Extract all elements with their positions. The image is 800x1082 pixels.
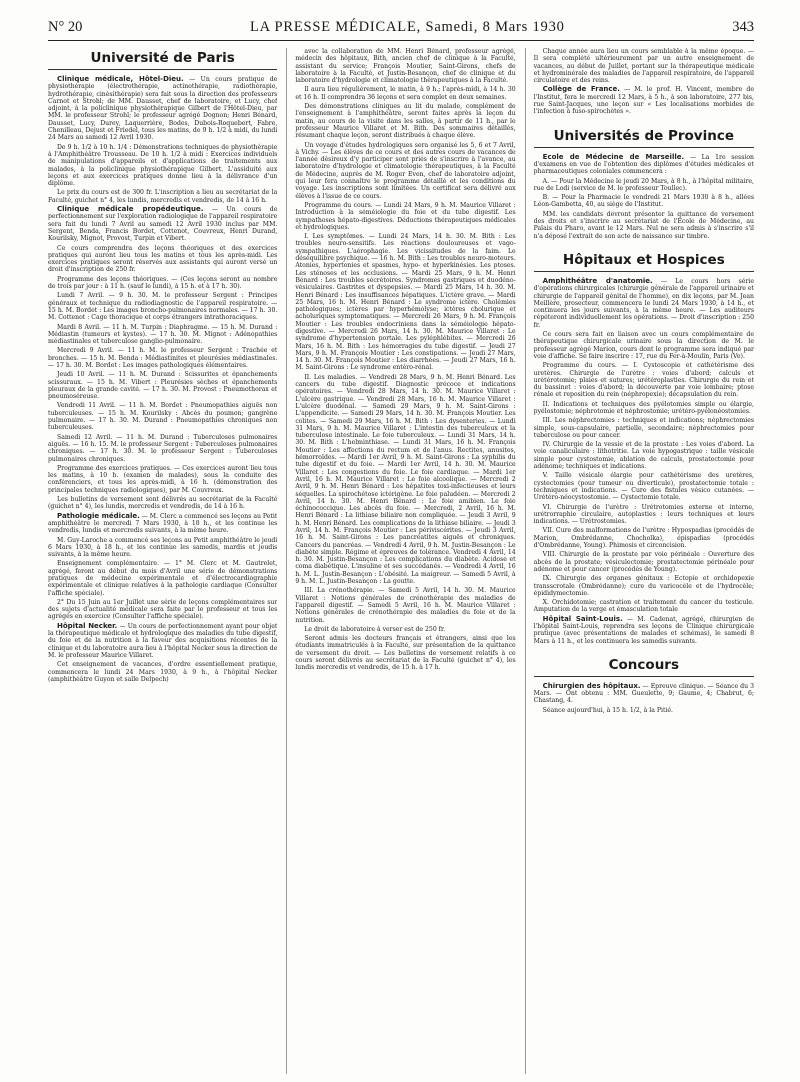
article-paragraph — [534, 472, 754, 501]
article-paragraph — [48, 347, 277, 369]
paragraph-lead: Clinique médicale, Hôtel-Dieu. — [57, 75, 184, 83]
article-paragraph — [295, 103, 515, 139]
article-paragraph — [534, 683, 754, 705]
article-paragraph — [48, 465, 277, 494]
article-paragraph — [534, 48, 754, 84]
paragraph-text: VIII. Chirurgie de la prostate par voie périnéale : Ouverture des abcès de la prostate; vésiculectomie; prostatectomie périnéale pour adénome et pour cancer (procédés de Young). — [533, 551, 754, 573]
paragraph-text: III. La crénothérapie. — Samedi 5 Avril, 14 h. 30. M. Maurice Villaret : Notions générales de crénothérapie des maladies de l'appareil digestif. — Samedi 5 Avril, 16 h. M. Maurice Villaret : Notions générales de crénothérapie des maladies du foie et de la nutrition. — [295, 587, 516, 624]
article-paragraph — [48, 513, 277, 535]
article-paragraph — [534, 331, 754, 360]
column-3 — [525, 48, 754, 1074]
article-paragraph — [295, 587, 515, 623]
journal-title: LA PRESSE MÉDICALE, Samedi, 8 Mars 1930 — [249, 18, 565, 35]
paragraph-text: MM. les candidats devront présenter la quittance de versement des droits et s'inscrire au secrétariat de l'Ecole de Médecine, au Palais du Pharo, avant le 12 Mars. Nul ne sera admis à s'inscrire s'il n'a déposé l'extrait de son acte de naissance sur timbre. — [533, 210, 754, 240]
paragraph-text: Jeudi 10 Avril. — 11 h. M. Durand : Scissurites et épanchements scissuraux. — 15 h. M. Vibert : Pleurésies sèches et épanchements pleuraux de la grande cavité. — 17 h. 30. M. Provost : Pneumothorax et pneumoséreuse. — [48, 371, 278, 401]
article-paragraph — [48, 189, 277, 204]
paragraph-lead: Pathologie médicale. — [57, 511, 140, 520]
paragraph-text: M. Guy-Laroche a commencé ses leçons au Petit amphithéâtre le jeudi 6 Mars 1930, à 18 h., et les continue les samedis, mardis et jeudis suivants, à la même heure. — [48, 536, 278, 559]
article-paragraph — [48, 206, 277, 242]
paragraph-text: Mercredi 9 Avril. — 11 h. M. le professeur Sergent : Trachée et bronches. — 15 h. M. Benda : Médiastinites et pleurésies médiastinales. — 17 h. 30. M. Bordet : Les images pathologiques élémentaires. — [48, 347, 278, 369]
article-paragraph — [534, 86, 754, 115]
province-paragraphs — [534, 154, 754, 240]
paragraph-text: avec la collaboration de MM. Henri Bénard, professeur agrégé, médecin des hôpitaux, Bith, ancien chef de clinique à la Faculté, assistant du service; François Moutier, Saint-Girons, chefs de laboratoire à la Faculté, et Justin-Besançon, chef de clinique et du laboratoire d'hydrologie et climatologie thérapeutiques à la Faculté. — [295, 48, 516, 85]
paragraph-text: Mardi 8 Avril. — 11 h. M. Turpin : Diaphragme. — 15 h. M. Durand : Médiastin (tumeurs et kystes). — 17 h. 30. M. Mignot : Adénopathies médiastinales et tuberculose ganglio-pulmonaire. — [48, 323, 278, 346]
article-paragraph — [48, 434, 277, 463]
article-paragraph — [295, 48, 515, 84]
paragraph-text: — M. Cadenat, agrégé, chirurgien de l'hôpital Saint-Louis, reprendra ses leçons de Clinique chirurgicale pratique (avec présentations de malades et schémas), le samedi 8 Mars à 11 h., et les continuera les samedis suivants. — [533, 615, 754, 645]
article-paragraph — [48, 324, 277, 346]
article-paragraph — [295, 233, 515, 372]
article-paragraph — [534, 178, 754, 193]
article-paragraph — [48, 661, 277, 683]
article-paragraph — [48, 371, 277, 400]
paragraph-text: Chaque année aura lieu un cours semblable à la même époque. — Il sera complété ultérieurement par un autre enseignement de vacances, au début de Juillet, portant sur la thérapeutique médicale et hydrominérale des maladies de l'appareil respiratoire, de l'appareil circulatoire et des reins. — [533, 48, 754, 85]
paragraph-text: Programme du cours. — I. Cystoscopie et cathétérisme des uretères. Chirurgie de l'urètre : voies d'abord; calculs et urétérotomie; plaies et sutures; urétéroplasties. Chirurgie du rein et du bassinet : voies d'abord; la découverte par voie lombaire; ptose rénale et reposition du rein (néphropexie); décapsulation du rein. — [533, 362, 754, 399]
column-1-paragraphs — [48, 76, 277, 683]
paragraph-text: IV. Chirurgie de la vessie et de la prostate : Les voies d'abord. La voie canaliculaire : lithotritie. La voie hypogastrique : taille vésicale simple pour cystostomie, ablation de calculs, prostatectomie pour adénome; techniques et indications. — [533, 441, 754, 471]
paragraph-text: Seront admis les docteurs français et étrangers, ainsi que les étudiants immatriculés à la Faculté, sur présentation de la quittance de versement du droit. — Les bulletins de versement relatifs à ce cours seront délivrés au secrétariat de la Faculté (guichet n° 4), les lundis mercredis et vendredis, de 15 h. à 17 h. — [295, 635, 516, 672]
paragraph-text: B. — Pour la Pharmacie le vendredi 21 Mars 1930 à 8 h., allées Léon-Gambetta, 40, au siège de l'Institut. — [533, 194, 754, 209]
hopitaux-paragraphs — [534, 278, 754, 645]
column-3-top-paragraphs — [534, 48, 754, 116]
article-paragraph — [48, 599, 277, 621]
paragraph-text: VII. Cure des malformations de l'urètre : Hypospadias (procédés de Marion, Ombrédanne, Chocholka), épispadias (procédés d'Ombrédanne, Young). Phimosis et circoncision. — [533, 527, 754, 550]
article-paragraph — [295, 86, 515, 101]
section-heading-hopitaux-hospices: Hôpitaux et Hospices — [534, 252, 754, 272]
paragraph-lead: Chirurgien des hôpitaux. — [542, 681, 641, 690]
paragraph-text: Un voyage d'études hydrologiques sera organisé les 5, 6 et 7 Avril, à Vichy. — Les élèves de ce cours et des autres cours de vacances de l'année désireux d'y participer sont priés de s'inscrire à l'avance, au laboratoire d'hydrologie et climatologie thérapeutiques, à la Faculté de Médecine, auprès de M. Roger Even, chef de laboratoire adjoint, qui leur fera connaître le programme détaillé et les conditions du voyage. Les inscriptions sont limitées. Un certificat sera délivré aux élèves à l'issue de ce cours. — [295, 141, 516, 200]
paragraph-text: A. — Pour la Médecine le jeudi 20 Mars, à 8 h., à l'hôpital militaire, rue de Lodi (service de M. le professeur Toullec). — [533, 177, 754, 192]
paragraph-text: Il aura lieu régulièrement, le matin, à 9 h.; l'après-midi, à 14 h. 30 et 16 h. Il comprendra 36 leçons et sera complet en deux semaines. — [295, 86, 516, 101]
paragraph-text: — M. le prof. H. Vincent, membre de l'Institut, fera le mercredi 12 Mars, à 5 h., à son laboratoire, 277 bis, rue Saint-Jacques, une leçon sur « Les localisations morbides de l'infection à fuso-spirochètes ». — [533, 86, 754, 116]
paragraph-lead: Collège de France. — [542, 85, 620, 94]
paragraph-text: 2° Du 15 Juin au 1er Juillet une série de leçons complémentaires sur des sujets d'actualité médicale sera faite par le professeur et tous les agrégés en exercice (Consulter l'affiche spéciale). — [48, 598, 278, 621]
paragraph-text: Enseignement complémentaire. — 1° M. Clerc et M. Gautrelet, agrégé, feront au début du mois d'Avril une série de démonstrations pratiques de médecine expérimentale et d'électrocardiographie expérimentale et clinique relatives à la pathologie cardiaque (Consulter l'affiche spéciale). — [48, 560, 278, 597]
article-paragraph — [534, 362, 754, 398]
article-paragraph — [534, 616, 754, 645]
issue-number: N° 20 — [48, 18, 83, 35]
article-paragraph — [534, 194, 754, 209]
paragraph-text: Vendredi 11 Avril. — 11 h. M. Bordet : Pneumopathies aiguës non tuberculeuses. — 15 h. M. Kourilsky : Abcès du poumon; gangrène pulmonaire. — 17 h. 30. M. Durand : Pneumopathies chroniques non tuberculeuses. — [48, 402, 278, 432]
article-paragraph — [534, 441, 754, 470]
paragraph-text: — Un cours de perfectionnement ayant pour objet la thérapeutique médicale et hydrologique des maladies du tube digestif, du foie et de la nutrition à la faveur des acquisitions récentes de la clinique et du laboratoire aura lieu à l'hôpital Necker sous la direction de M. le professeur Maurice Villaret. — [48, 622, 278, 659]
article-paragraph — [48, 245, 277, 274]
paragraph-lead: Hôpital Saint-Louis. — [542, 614, 623, 623]
article-paragraph — [534, 401, 754, 416]
paragraph-text: X. Orchidotomie; castration et traitement du cancer du testicule. Amputation de la verge et émasculation totale — [533, 599, 754, 614]
article-paragraph — [48, 402, 277, 431]
paragraph-text: — La 1re session d'examens en vue de l'obtention des diplômes d'études médicales et pharmaceutiques coloniales commencera : — [533, 153, 754, 176]
paragraph-lead: Clinique médicale propédeutique. — [57, 205, 204, 214]
article-paragraph — [48, 276, 277, 291]
paragraph-text: De 9 h. 1/2 à 10 h. 1/4 : Démonstrations techniques de physiothérapie à l'Amphithéâtre Trousseau. De 10 h. 1/2 à midi : Exercices individuels de manipulations d'appareils et d'applications de traitements aux malades, à la policlinique physiothérapique Gilbert. L'assiduité aux leçons et aux exercices pratiques donne lieu à la délivrance d'un diplôme. — [48, 143, 278, 188]
paragraph-text: — Un cours pratique de physiothérapie (électrothérapie, actinothérapie, radiothérapie, hydrothérapie, cinésithérapie) sera fait sous la direction des professeurs Carnot et Strohl; de MM. Dausset, chef de laboratoire, et Lucy, chef adjoint, à la policlinique physiothérapique Gilbert de l'Hôtel-Dieu, par MM. le professeur Strohl; le professeur agrégé Dognon; Henri Bénard, Dausset, Lucy, Durey, Laquerrière, Bodes, Dubois-Roquebert, Fabre, Chenilleau, Dejust et Friedel, tous les matins, de 9 h. 1/2 à midi, du lundi 24 Mars au samedi 12 Avril 1930. — [48, 76, 278, 142]
paragraph-lead: Ecole de Médecine de Marseille. — [542, 152, 685, 161]
paragraph-text: Des démonstrations cliniques au lit du malade, complément de l'enseignement à l'amphithéâtre, seront faites après la leçon du matin, au cours de la visite dans les salles, à partir de 11 h., par le professeur Maurice Villaret et M. Bith. Des sommaires détaillés, résumant chaque leçon, seront distribués à chaque élève. — [295, 103, 516, 140]
paragraph-text: Le prix du cours est de 300 fr. L'inscription a lieu au secrétariat de la Faculté, guichet n° 4, les lundis, mercredis et vendredis, de 14 à 16 h. — [48, 189, 278, 204]
paragraph-text: — Un cours de perfectionnement sur l'exploration radiologique de l'appareil respiratoire sera fait du lundi 7 Avril au samedi 12 Avril 1930 inclus par MM. Sergent, Benda, Francis Bordet, Cottenot, Couvreux, Henri Durand, Kourilsky, Mignot, Provost, Turpin et Vibert. — [48, 206, 278, 243]
paragraph-lead: Amphithéâtre d'anatomie. — [542, 276, 653, 285]
article-paragraph — [534, 278, 754, 329]
paragraph-text: Le droit de laboratoire à verser est de 250 fr. — [304, 625, 446, 633]
article-paragraph — [534, 504, 754, 526]
paragraph-text: III. Les néphrectomies : techniques et indications; néphrectomies simple, sous-capsulaire, partielle, secondaire; néphrectomies pour tuberculose ou pour cancer. — [533, 417, 754, 439]
paragraph-text: Samedi 12 Avril. — 11 h. M. Durand : Tuberculoses pulmonaires aiguës. — 16 h. 15. M. le professeur Sergent : Tuberculoses pulmonaires chroniques. — 17 h. 30. M. le professeur Sergent : Tuberculoses pulmonaires chroniques. — [48, 433, 278, 463]
paragraph-text: Programme du cours. — Lundi 24 Mars, 9 h. M. Maurice Villaret : Introduction à la séméiologie du foie et du tube digestif. Les sympathoses hépato-digestives. Déductions thérapeutiques médicales et hydrologiques. — [295, 201, 516, 231]
column-2 — [286, 48, 515, 1074]
paragraph-text: — M. Clerc a commencé ses leçons au Petit amphithéâtre le mercredi 7 Mars 1930, à 18 h., et les continue les vendredis, lundis et mercredis suivants, à la même heure. — [48, 512, 278, 535]
paragraph-text: Programme des leçons théoriques. — (Ces leçons seront au nombre de trois par jour : à 11 h. (sauf le lundi), à 15 h. et à 17 h. 30). — [48, 275, 278, 291]
article-paragraph — [534, 575, 754, 597]
paragraph-lead: Hôpital Necker. — [57, 621, 118, 630]
article-paragraph — [534, 707, 754, 714]
article-paragraph — [534, 527, 754, 549]
paragraph-text: Ce cours comprendra des leçons théoriques et des exercices pratiques qui auront lieu tous les matins et tous les après-midi. Les exercices pratiques seront réservés aux assistants qui auront versé un droit d'inscription de 250 fr. — [48, 244, 278, 274]
article-paragraph — [295, 635, 515, 671]
article-paragraph — [48, 623, 277, 659]
paragraph-text: II. Indications et techniques des pyélotomies simple ou élargie, pyélostomie; néphrotomie et néphrostomie; urétéro-pyélonéostomies. — [533, 400, 754, 415]
article-paragraph — [534, 551, 754, 573]
paragraph-text: Séance aujourd'hui, à 15 h. 1/2, à la Pitié. — [542, 706, 673, 714]
paragraph-text: Cet enseignement de vacances, d'ordre essentiellement pratique, commencera le lundi 24 Mars 1930, à 9 h., à l'hôpital Necker (amphithéâtre Guyon et salle Delpech) — [48, 661, 278, 683]
section-heading-concours: Concours — [534, 657, 754, 677]
column-2-paragraphs — [295, 48, 515, 672]
paragraph-text: Ce cours sera fait en liaison avec un cours complémentaire de thérapeutique chirurgicale urinaire sous la direction de M. le professeur agrégé Marion, cours dont le programme sera indiqué par voie d'affiche. Se faire inscrire : 17, rue du Fer-à-Moulin, Paris (Ve). — [533, 331, 754, 360]
column-1 — [48, 48, 277, 1074]
article-paragraph — [534, 154, 754, 176]
page-number: 343 — [732, 18, 754, 35]
article-paragraph — [48, 292, 277, 321]
paragraph-text: Les bulletins de versement sont délivrés au secrétariat de la Faculté (guichet n° 4), les lundis, mercredis et vendredis, de 14 à 16 h. — [48, 496, 278, 511]
article-paragraph — [48, 537, 277, 559]
article-paragraph — [534, 417, 754, 439]
running-head — [48, 14, 754, 41]
article-paragraph — [48, 76, 277, 142]
article-paragraph — [295, 626, 515, 633]
paragraph-text: — Le cours hors série d'opérations chirurgicales (chirurgie générale de l'appareil urinaire et chirurgie de l'appareil génital de l'homme), en dix leçons, par M. Jean Meillère, prosecteur, commencera le lundi 24 Mars 1930, à 14 h., et continuera les jours suivants, à la même heure. — Les auditeurs répéteront individuellement les opérations. — Droit d'inscription : 250 fr. — [533, 277, 754, 329]
section-heading-universites-province: Universités de Province — [534, 128, 754, 148]
paragraph-text: — Epreuve clinique. — Séance du 3 Mars. — Ont obtenu : MM. Gueulette, 9; Gaume, 4; Chabrut, 6; Chastang, 4. — [533, 682, 754, 705]
article-paragraph — [48, 144, 277, 188]
columns — [48, 48, 754, 1074]
article-paragraph — [295, 374, 515, 586]
concours-paragraphs — [534, 683, 754, 714]
section-heading-universite-paris: Université de Paris — [48, 50, 277, 70]
article-paragraph — [534, 599, 754, 614]
article-paragraph — [534, 211, 754, 240]
article-paragraph — [295, 202, 515, 231]
paragraph-text: Programme des exercices pratiques. — Ces exercices auront lieu tous les matins, à 10 h. (examen de malades), sous la conduite des conférenciers, et tous les après-midi, à 16 h. (démonstration des principales techniques radiologiques), par M. Couvreux. — [48, 464, 278, 494]
paragraph-text: IX. Chirurgie des organes génitaux : Ectopie et orchidopexie transscrotale (Ombrédanne); cure du varicocèle et de l'hydrocèle; épididymectomie. — [533, 575, 754, 597]
article-paragraph — [48, 496, 277, 511]
paragraph-text: II. Les maladies. — Vendredi 28 Mars, 9 h. M. Henri Bénard. Les cancers du tube digestif. Diagnostic précoce et indications opératoires. — Vendredi 28 Mars, 14 h. 30. M. Maurice Villaret : L'ulcère gastrique. — Vendredi 28 Mars, 16 h. M. Maurice Villaret : L'ulcère duodénal. — Samedi 29 Mars, 9 h. M. Saint-Girons : L'appendicite. — Samedi 29 Mars, 14 h. 30. M. François Moutier. Les colites. — Samedi 29 Mars, 16 h. M. Bith : Les dysenteries. — Lundi 31 Mars, 9 h. M. Maurice Villaret : L'intestin des tuberculeux et la tuberculose intestinale. Le foie tuberculeux. — Lundi 31 Mars, 14 h. 30. M. Bith : L'helminthiase. — Lundi 31 Mars, 16 h. M. François Moutier : Les affections du rectum et de l'anus. Rectites, anusites, hémorroïdes. — Mardi 1er Avril, 9 h. M. Saint-Girons : La syphilis du tube digestif et du foie. — Mardi 1er Avril, 14 h. 30. M. Maurice Villaret : Les congestions du foie. Le foie cardiaque. — Mardi 1er Avril, 16 h. M. Maurice Villaret : Le foie alcoolique. — Mercredi 2 Avril, 9 h. M. Henri Bénard : Les hépatites toxi-infectieuses et leurs séquelles. La spirochétose ictérigène. Le foie paludéen. — Mercredi 2 Avril, 14 h. 30. M. Henri Bénard : Le foie amibien. Le foie échinococcique. Les abcès du foie. — Mercredi, 2 Avril, 16 h. M. Henri Bénard : La lithiase biliaire non compliquée. — Jeudi 3 Avril, 9 h. M. Henri Bénard. Les complications de la lithiase biliaire. — Jeudi 3 Avril, 14 h. M. François Moutier : Les périviscérites. — Jeudi 3 Avril, 16 h. M. Saint-Girons : Les pancréatites aiguës et chroniques. Cancers du pancréas. — Vendredi 4 Avril, 9 h. M. Justin-Besançon : Le diabète simple. Régime et épreuves de tolérance. Vendredi 4 Avril, 14 h. 30. M. Justin-Besançon : Les complications du diabète. Acidose et coma diabétique. L'insuline et ses succédanés. — Vendredi 4 Avril, 16 h. M. L. Justin-Besançon : L'obésité. La maigreur. — Samedi 5 Avril, à 9 h. M. L. Justin-Besançon : La goutte. — [295, 373, 516, 586]
paragraph-text: V. Taille vésicale élargie pour cathétérisme des uretères, cystectomies (pour tumeur ou diverticule), prostatectomie totale : techniques et indications. — Cure des fistules vésico cutanées. — Urétéro-néocystostomie. — Cystectomie totale. — [533, 472, 754, 502]
paragraph-text: Lundi 7 Avril. — 9 h. 30. M. le professeur Sergent : Principes généraux et technique du radiodiagnostic de l'appareil respiratoire. — 15 h. M. Bordet : Les images broncho-pulmonaires normales. — 17 h. 30. M. Cottenot : Cage thoracique et corps étrangers intrathoraciques. — [48, 292, 278, 322]
article-paragraph — [295, 142, 515, 200]
paragraph-text: VI. Chirurgie de l'urètre : Urétrotomies externe et interne, urétrorraphie circulaire, autoplasties : leurs techniques et leurs indications. — Urétrostomies. — [533, 503, 754, 526]
paragraph-text: I. Les symptômes. — Lundi 24 Mars, 14 h. 30. M. Bith : Les troubles neuro-sensitifs. Les réactions douloureuses et vago-sympathiques. L'aérophagie. Les vicissitudes de la faim. Le déséquilibre psychique. — 16 h. M. Bith : Les troubles neuro-moteurs. Atonies, hypertonies et spasmes, hypo- et hyperkinésies. Les ptoses. Les sténoses et les occlusions. — Mardi 25 Mars, 9 h. M. Henri Bénard : Les troubles sécrétoires. Syndromes gastriques et duodéno-vésiculaires. Gastrites et dyspepsies. — Mardi 25 Mars, 14 h. 30. M. Henri Bénard : Les insuffisances hépatiques. L'ictère grave. — Mardi 25 Mars, 16 h. M. Henri Bénard : Le syndrome ictère. Cholémies pathologiques; ictères par hyperhémolyse; ictères cholurique et acholuriques symptomatiques. — Mercredi 26 Mars, 9 h. M. François Moutier : Les troubles endocriniens dans la séméiologie hépato-digestive. — Mercredi 26 Mars, 14 h. 30. M. Maurice Villaret : Le syndrome d'hypertension portale. Les pyléphlébites. — Mercredi 26 Mars, 16 h. M. Bith : Les hémorragies du tube digestif. — Jeudi 27 Mars, 9 h. M. François Moutier : Les constipations. — Jeudi 27 Mars, 14 h. 30. M. François Moutier : Les diarrhées. — Jeudi 27 Mars, 16 h. M. Saint-Girons : Le syndrome entéro-rénal. — [295, 233, 516, 372]
article-paragraph — [48, 560, 277, 596]
